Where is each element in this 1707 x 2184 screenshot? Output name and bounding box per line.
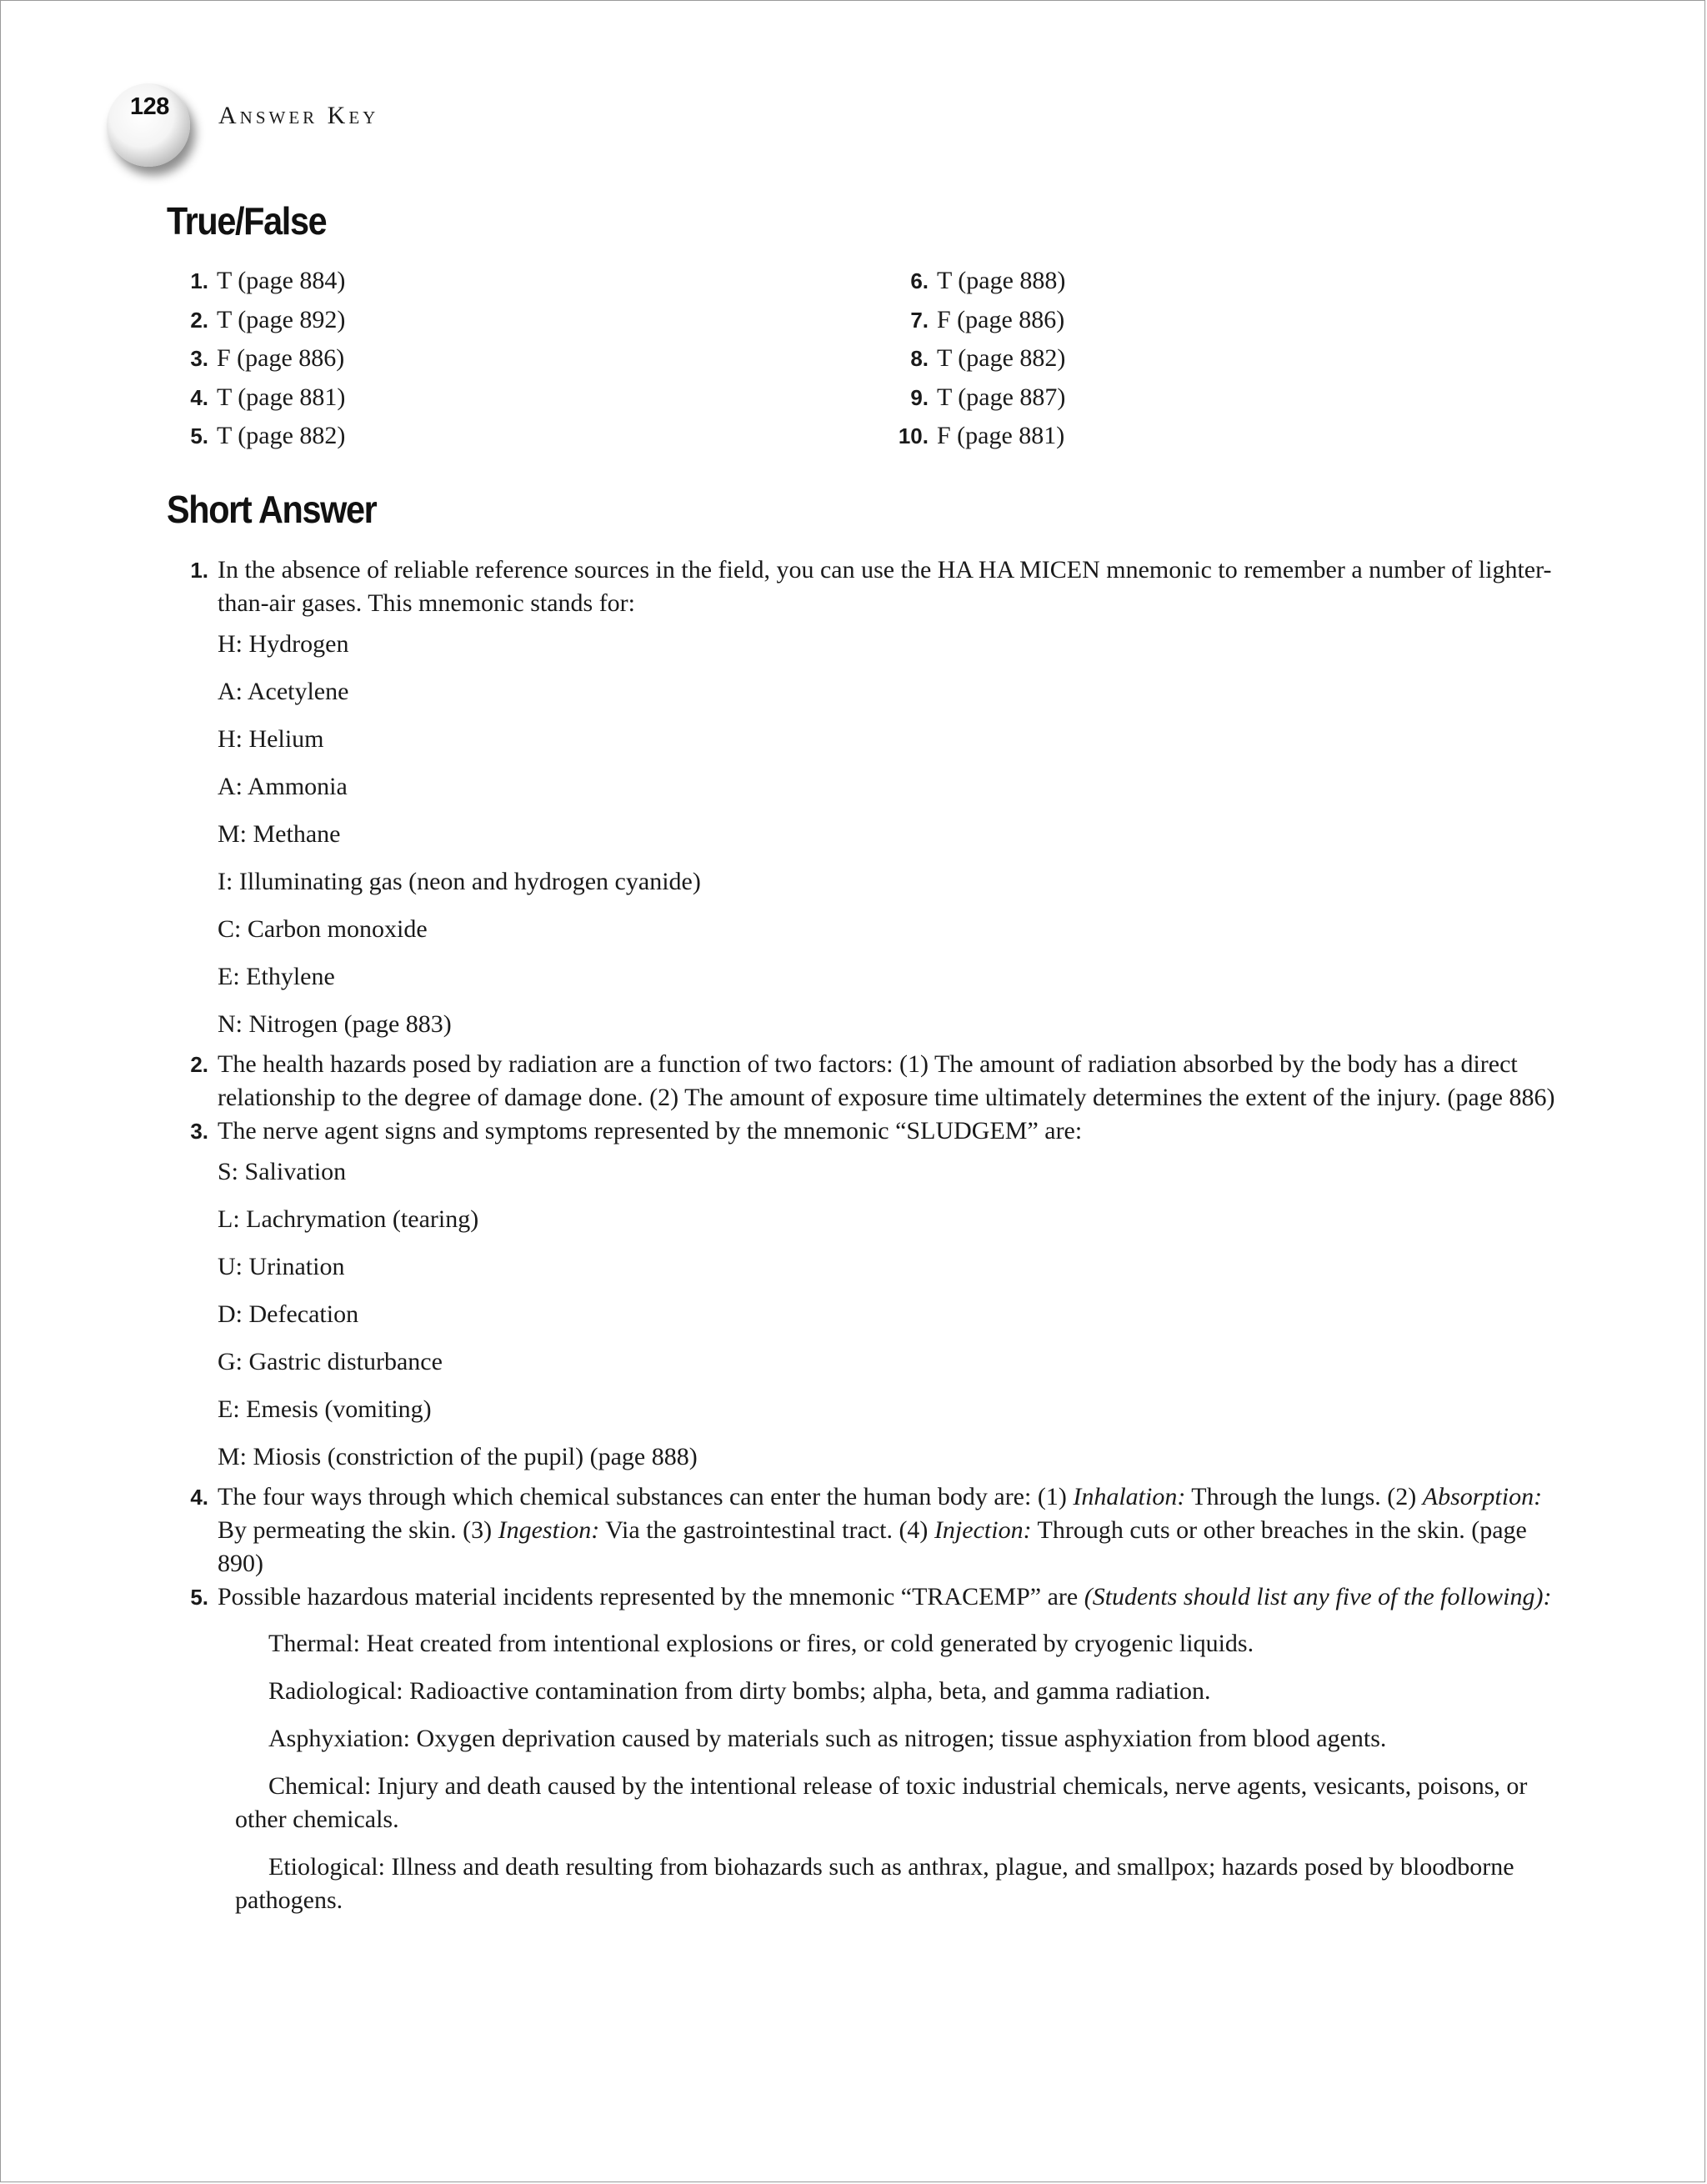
instruction-note: (Students should list any five of the following): bbox=[1084, 1583, 1552, 1610]
text-run: Through cuts or other breaches in the skin. (page 890) bbox=[218, 1516, 1527, 1577]
text-run: Via the gastrointestinal tract. (4) bbox=[599, 1516, 934, 1544]
item-number: 9. bbox=[910, 384, 929, 410]
item-answer: T (page 882) bbox=[217, 422, 346, 449]
mnemonic-line: I: Illuminating gas (neon and hydrogen cyanide) bbox=[218, 868, 701, 895]
item-number: 2. bbox=[190, 307, 208, 333]
item-answer: T (page 882) bbox=[937, 344, 1066, 372]
item-answer: T (page 884) bbox=[217, 267, 346, 294]
true-false-item bbox=[167, 301, 667, 340]
short-answer-item-5 bbox=[167, 1580, 1567, 1917]
route-term: Absorption: bbox=[1422, 1483, 1543, 1510]
item-answer: F (page 886) bbox=[217, 344, 345, 372]
item-number: 3. bbox=[190, 1119, 208, 1144]
short-answer-item-4 bbox=[167, 1480, 1567, 1580]
item-number: 3. bbox=[190, 346, 208, 371]
short-answer-item-3 bbox=[167, 1115, 1567, 1480]
item-number: 1. bbox=[190, 558, 208, 583]
mnemonic-line: L: Lachrymation (tearing) bbox=[218, 1205, 479, 1233]
tracemp-item: Chemical: Injury and death caused by the intentional release of toxic industrial chemicals, nerve agents, vesicants, poisons, or other chemicals. bbox=[235, 1772, 1528, 1833]
page-header bbox=[107, 83, 607, 175]
mnemonic-line: D: Defecation bbox=[218, 1300, 359, 1328]
text-run: By permeating the skin. (3) bbox=[218, 1516, 498, 1544]
item-number: 8. bbox=[910, 346, 929, 371]
answer-text bbox=[218, 1480, 1567, 1580]
item-answer: F (page 886) bbox=[937, 305, 1065, 333]
mnemonic-line: C: Carbon monoxide bbox=[218, 915, 428, 943]
true-false-item bbox=[887, 301, 1387, 340]
item-answer: T (page 881) bbox=[217, 383, 346, 411]
mnemonic-line: M: Miosis (constriction of the pupil) (page 888) bbox=[218, 1443, 698, 1470]
answer-text: The health hazards posed by radiation are a function of two factors: (1) The amount of radiation absorbed by the body has a direct relationship to the degree of damage done. (2) The amount of exposure time ultimately determines the extent of the injury. (page 886) bbox=[218, 1050, 1555, 1111]
item-number: 2. bbox=[190, 1052, 208, 1077]
true-false-item bbox=[887, 378, 1387, 418]
tracemp-item: Radiological: Radioactive contamination from dirty bombs; alpha, beta, and gamma radiation. bbox=[268, 1677, 1211, 1705]
answer-text: The nerve agent signs and symptoms represented by the mnemonic “SLUDGEM” are: bbox=[218, 1117, 1083, 1145]
short-answer-item-1 bbox=[167, 554, 1567, 1048]
true-false-column-left bbox=[167, 262, 667, 456]
answer-text bbox=[218, 1580, 1567, 1614]
item-answer: T (page 888) bbox=[937, 267, 1066, 294]
true-false-heading: True/False bbox=[167, 199, 327, 243]
true-false-item bbox=[167, 417, 667, 456]
route-term: Ingestion: bbox=[498, 1516, 600, 1544]
mnemonic-line: S: Salivation bbox=[218, 1158, 347, 1185]
true-false-item bbox=[887, 339, 1387, 378]
mnemonic-line: A: Ammonia bbox=[218, 773, 348, 800]
running-title: Answer Key bbox=[218, 102, 379, 129]
true-false-item bbox=[167, 378, 667, 418]
tracemp-item: Thermal: Heat created from intentional explosions or fires, or cold generated by cryogenic liquids. bbox=[268, 1630, 1254, 1657]
item-number: 4. bbox=[190, 1485, 208, 1510]
item-answer: T (page 892) bbox=[217, 305, 346, 333]
item-number: 5. bbox=[190, 1585, 208, 1610]
item-number: 5. bbox=[190, 423, 208, 448]
mnemonic-line: H: Hydrogen bbox=[218, 630, 349, 658]
mnemonic-line: N: Nitrogen (page 883) bbox=[218, 1010, 452, 1038]
mnemonic-line: U: Urination bbox=[218, 1253, 345, 1280]
true-false-column-right bbox=[887, 262, 1387, 456]
short-answer-heading: Short Answer bbox=[167, 488, 377, 531]
tracemp-item: Asphyxiation: Oxygen deprivation caused by materials such as nitrogen; tissue asphyxiation from blood agents. bbox=[268, 1725, 1387, 1752]
true-false-item bbox=[887, 417, 1387, 456]
mnemonic-line: A: Acetylene bbox=[218, 678, 349, 705]
mnemonic-line: E: Ethylene bbox=[218, 963, 335, 990]
item-number: 10. bbox=[898, 423, 929, 448]
route-term: Injection: bbox=[934, 1516, 1032, 1544]
text-run: Through the lungs. (2) bbox=[1185, 1483, 1423, 1510]
item-number: 7. bbox=[910, 307, 929, 333]
text-run: Possible hazardous material incidents represented by the mnemonic “TRACEMP” are bbox=[218, 1583, 1084, 1610]
answer-text: In the absence of reliable reference sources in the field, you can use the HA HA MICEN mnemonic to remember a number of lighter-than-air gases. This mnemonic stands for: bbox=[218, 556, 1552, 617]
item-number: 6. bbox=[910, 268, 929, 293]
item-answer: F (page 881) bbox=[937, 422, 1065, 449]
mnemonic-line: E: Emesis (vomiting) bbox=[218, 1395, 432, 1423]
text-run: The four ways through which chemical substances can enter the human body are: (1) bbox=[218, 1483, 1074, 1510]
item-answer: T (page 887) bbox=[937, 383, 1066, 411]
mnemonic-line: G: Gastric disturbance bbox=[218, 1348, 443, 1375]
short-answer-list bbox=[167, 554, 1567, 1917]
true-false-item bbox=[167, 262, 667, 301]
short-answer-item-2 bbox=[167, 1048, 1567, 1115]
item-number: 4. bbox=[190, 384, 208, 410]
page-number: 128 bbox=[130, 93, 169, 120]
mnemonic-line: M: Methane bbox=[218, 820, 341, 848]
true-false-item bbox=[167, 339, 667, 378]
item-number: 1. bbox=[190, 268, 208, 293]
mnemonic-line: H: Helium bbox=[218, 725, 324, 753]
true-false-item bbox=[887, 262, 1387, 301]
page-number-badge bbox=[107, 83, 190, 167]
tracemp-item: Etiological: Illness and death resulting from biohazards such as anthrax, plague, and smallpox; hazards posed by bloodborne pathogens. bbox=[235, 1853, 1514, 1914]
route-term: Inhalation: bbox=[1073, 1483, 1186, 1510]
